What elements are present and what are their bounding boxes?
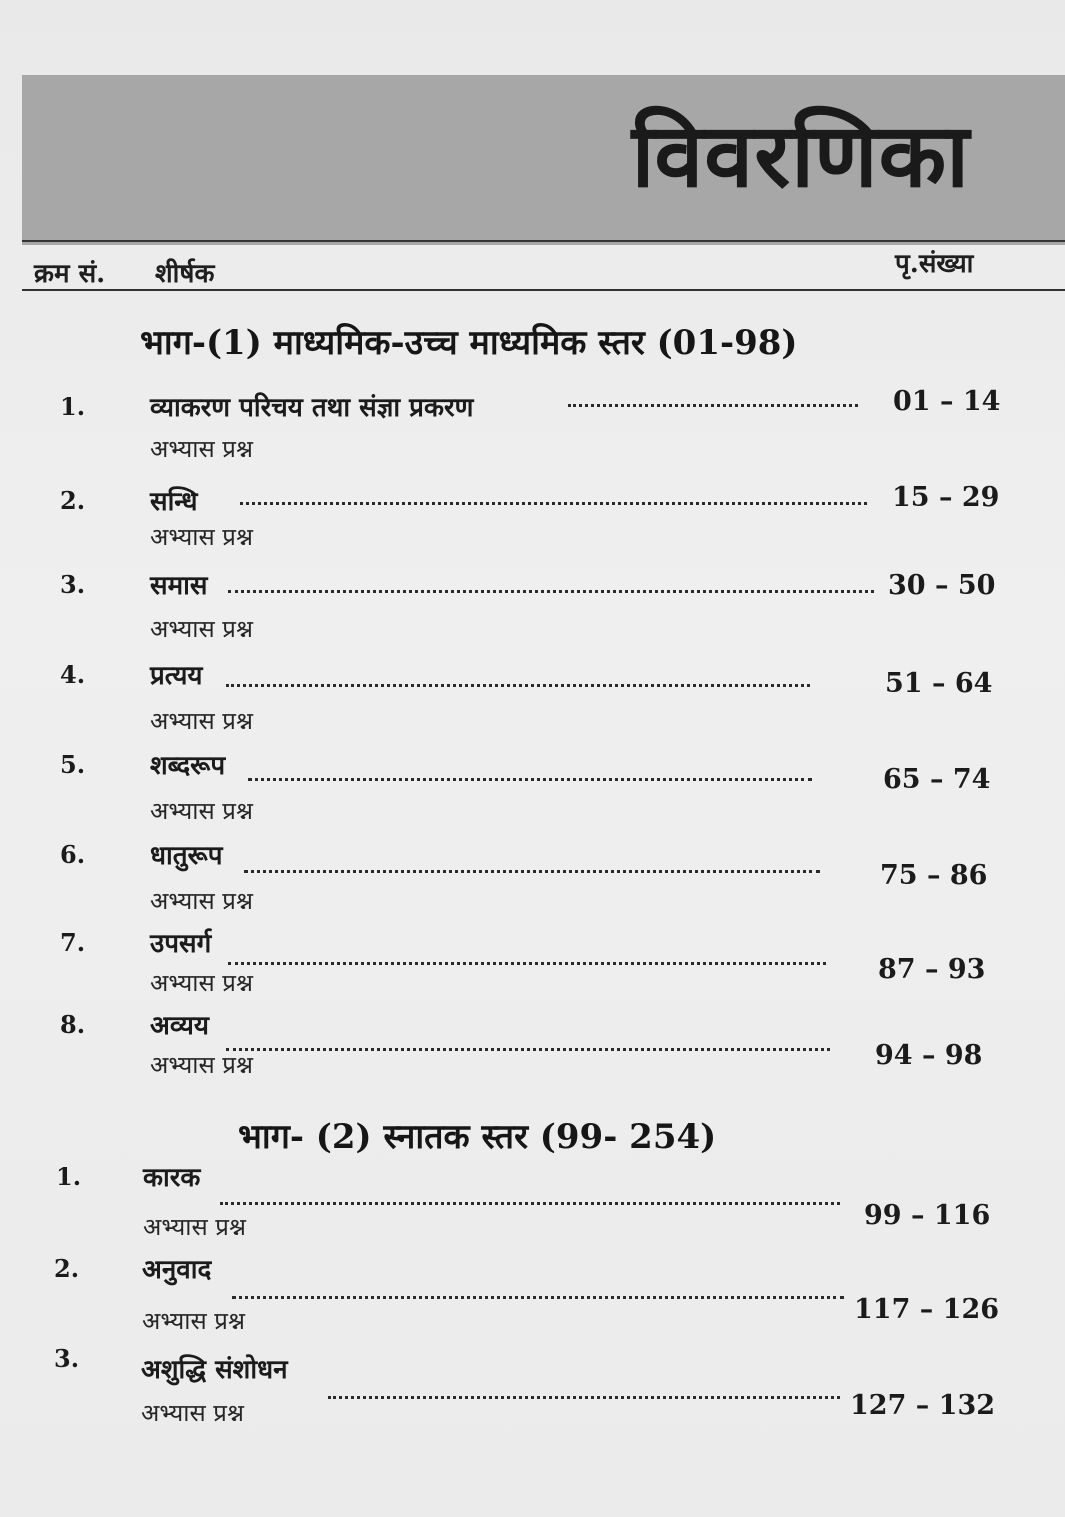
toc-row[interactable]: [0, 750, 1065, 830]
col-title-label: शीर्षक: [155, 259, 215, 289]
row-subtitle: अभ्यास प्रश्न: [150, 1051, 253, 1079]
row-title: कारक: [143, 1163, 201, 1193]
row-title: शब्दरूप: [150, 751, 226, 781]
row-pages: 127 – 132: [850, 1390, 996, 1421]
row-pages: 75 – 86: [880, 860, 988, 891]
col-serial-label: क्रम सं.: [34, 259, 106, 289]
leader-dots: [328, 1396, 840, 1399]
toc-row[interactable]: [0, 570, 1065, 650]
row-number: 1.: [60, 392, 86, 421]
row-pages: 51 – 64: [885, 668, 993, 699]
row-pages: 117 – 126: [854, 1294, 1000, 1325]
row-subtitle: अभ्यास प्रश्न: [143, 1213, 246, 1241]
row-title: उपसर्ग: [150, 929, 212, 959]
row-subtitle: अभ्यास प्रश्न: [150, 887, 253, 915]
row-number: 7.: [60, 928, 86, 957]
row-title: व्याकरण परिचय तथा संज्ञा प्रकरण: [150, 393, 474, 423]
row-number: 3.: [60, 570, 86, 599]
toc-row[interactable]: [0, 928, 1065, 1008]
row-subtitle: अभ्यास प्रश्न: [150, 435, 253, 463]
row-pages: 94 – 98: [875, 1040, 983, 1071]
row-pages: 87 – 93: [878, 954, 986, 985]
row-subtitle: अभ्यास प्रश्न: [150, 707, 253, 735]
row-subtitle: अभ्यास प्रश्न: [150, 969, 253, 997]
toc-row[interactable]: [0, 482, 1065, 566]
row-subtitle: अभ्यास प्रश्न: [142, 1307, 245, 1335]
toc-row[interactable]: [0, 840, 1065, 920]
leader-dots: [226, 684, 810, 687]
row-number: 3.: [54, 1344, 80, 1373]
header-top-rule: [22, 240, 1065, 242]
leader-dots: [232, 1296, 844, 1299]
row-number: 8.: [60, 1010, 86, 1039]
toc-row[interactable]: [0, 1010, 1065, 1090]
row-subtitle: अभ्यास प्रश्न: [150, 523, 253, 551]
row-title: अनुवाद: [142, 1255, 212, 1285]
part2-heading: भाग- (2) स्नातक स्तर (99- 254): [238, 1117, 717, 1157]
row-number: 6.: [60, 840, 86, 869]
row-number: 1.: [56, 1162, 82, 1191]
row-pages: 99 – 116: [864, 1200, 991, 1231]
row-number: 2.: [54, 1254, 80, 1283]
leader-dots: [226, 1048, 830, 1051]
row-number: 4.: [60, 660, 86, 689]
row-subtitle: अभ्यास प्रश्न: [150, 615, 253, 643]
row-title: समास: [150, 571, 208, 601]
page-title: विवरणिका: [631, 104, 970, 207]
toc-row[interactable]: [0, 1254, 1065, 1334]
toc-row[interactable]: [0, 386, 1065, 472]
leader-dots: [220, 1202, 840, 1205]
toc-row[interactable]: [0, 1344, 1065, 1427]
row-title: अशुद्धि संशोधन: [141, 1355, 288, 1385]
row-pages: 15 – 29: [892, 482, 1000, 513]
leader-dots: [248, 778, 812, 781]
row-title: धातुरूप: [150, 841, 223, 871]
leader-dots: [240, 502, 867, 505]
row-title: अव्यय: [150, 1011, 209, 1041]
row-title: प्रत्यय: [150, 661, 203, 691]
leader-dots: [244, 870, 820, 873]
row-subtitle: अभ्यास प्रश्न: [150, 797, 253, 825]
row-number: 2.: [60, 486, 86, 515]
header-bottom-rule: [22, 289, 1065, 291]
row-pages: 01 – 14: [893, 386, 1001, 417]
leader-dots: [228, 590, 874, 593]
row-pages: 65 – 74: [883, 764, 991, 795]
row-subtitle: अभ्यास प्रश्न: [141, 1399, 244, 1427]
row-pages: 30 – 50: [888, 570, 996, 601]
col-page-label: पृ.संख्या: [895, 249, 974, 279]
row-title: सन्धि: [150, 487, 198, 517]
leader-dots: [228, 962, 826, 965]
part1-heading: भाग-(1) माध्यमिक-उच्च माध्यमिक स्तर (01-98): [140, 323, 798, 363]
toc-row[interactable]: [0, 1162, 1065, 1242]
row-number: 5.: [60, 750, 86, 779]
toc-row[interactable]: [0, 660, 1065, 740]
leader-dots: [568, 404, 858, 407]
